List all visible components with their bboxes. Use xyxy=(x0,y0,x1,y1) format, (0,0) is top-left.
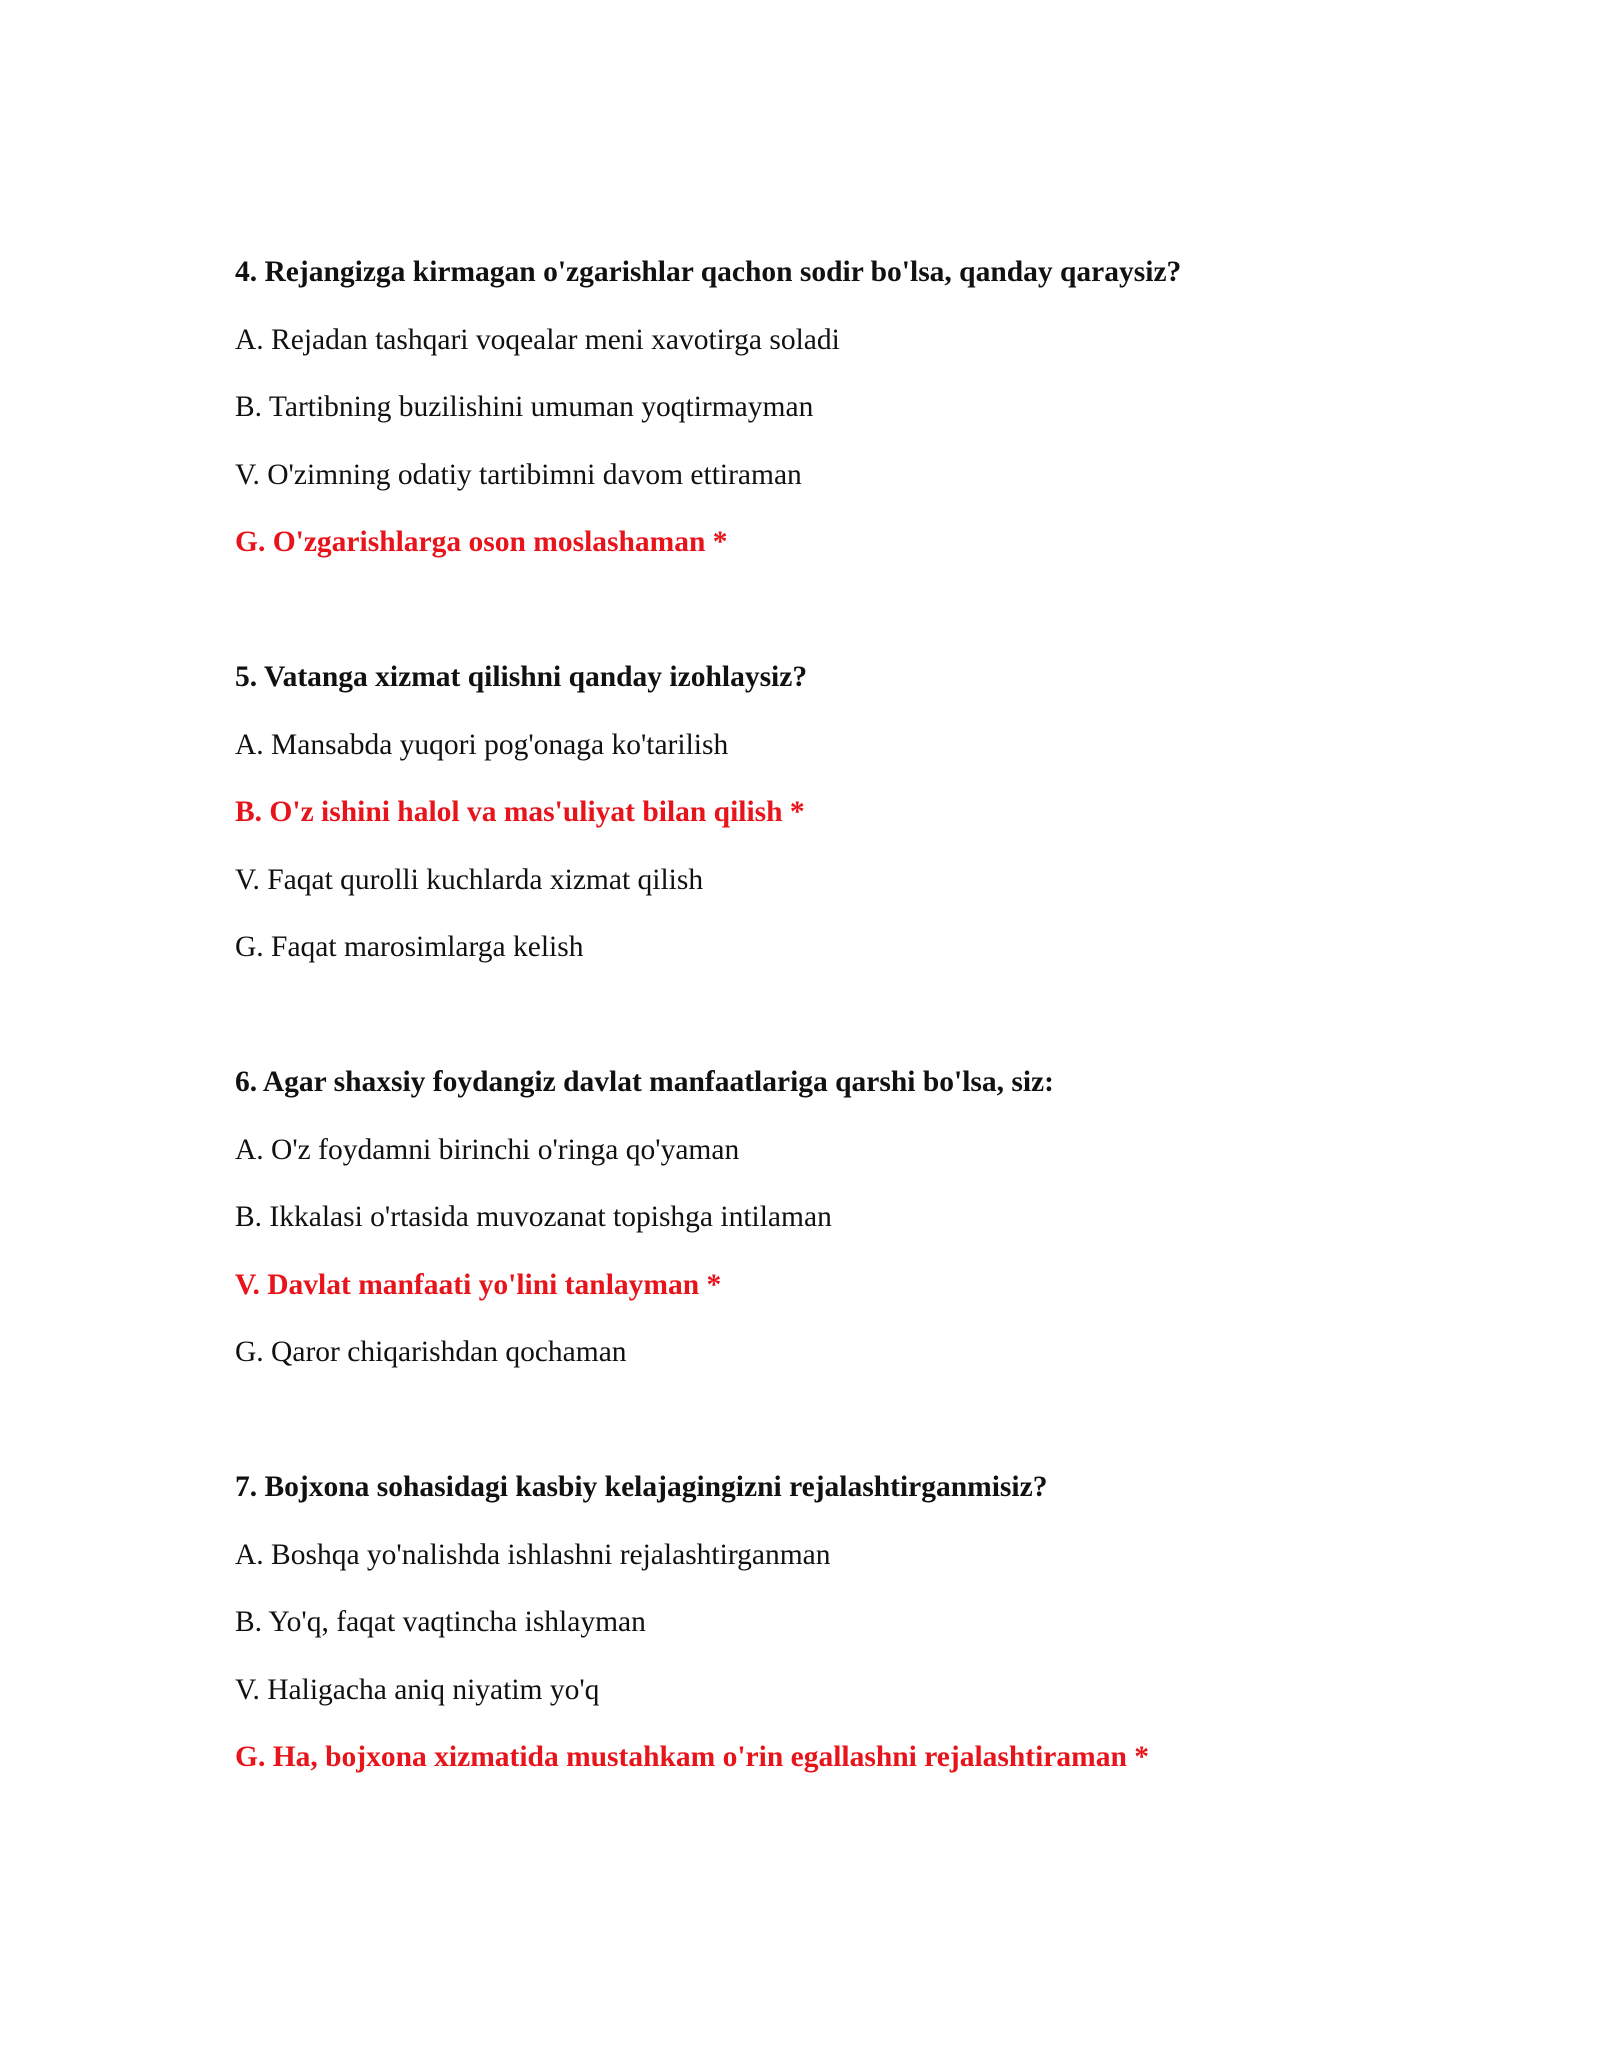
correct-answer-option-b: B. O'z ishini halol va mas'uliyat bilan qilish * xyxy=(235,796,805,828)
question-block-7 xyxy=(235,1467,1435,1805)
question-title: 4. Rejangizga kirmagan o'zgarishlar qachon sodir bo'lsa, qanday qaraysiz? xyxy=(235,256,1182,288)
question-block-4 xyxy=(235,252,1435,590)
answer-option-b: B. Yo'q, faqat vaqtincha ishlayman xyxy=(235,1606,646,1638)
answer-option-v: V. Faqat qurolli kuchlarda xizmat qilish xyxy=(235,863,704,896)
answer-option-a: A. Mansabda yuqori pog'onaga ko'tarilish xyxy=(235,728,729,761)
answer-option-b: B. Tartibning buzilishini umuman yoqtirmayman xyxy=(235,391,814,423)
answer-option-g: G. Faqat marosimlarga kelish xyxy=(235,931,584,963)
question-title: 5. Vatanga xizmat qilishni qanday izohlaysiz? xyxy=(235,661,808,693)
question-block-5 xyxy=(235,657,1435,995)
answer-option-a: A. O'z foydamni birinchi o'ringa qo'yaman xyxy=(235,1133,740,1166)
answer-option-g: G. Qaror chiqarishdan qochaman xyxy=(235,1336,627,1368)
answer-option-a: A. Rejadan tashqari voqealar meni xavotirga soladi xyxy=(235,323,840,356)
answer-option-v: V. Haligacha aniq niyatim yo'q xyxy=(235,1673,600,1706)
question-block-6 xyxy=(235,1062,1435,1400)
correct-answer-option-g: G. Ha, bojxona xizmatida mustahkam o'rin egallashni rejalashtiraman * xyxy=(235,1741,1150,1773)
answer-option-b: B. Ikkalasi o'rtasida muvozanat topishga intilaman xyxy=(235,1201,832,1233)
correct-answer-option-g: G. O'zgarishlarga oson moslashaman * xyxy=(235,526,728,558)
answer-option-a: A. Boshqa yo'nalishda ishlashni rejalashtirganman xyxy=(235,1538,831,1571)
question-title: 7. Bojxona sohasidagi kasbiy kelajagingizni rejalashtirganmisiz? xyxy=(235,1471,1048,1503)
answer-option-v: V. O'zimning odatiy tartibimni davom ettiraman xyxy=(235,458,802,491)
question-title: 6. Agar shaxsiy foydangiz davlat manfaatlariga qarshi bo'lsa, siz: xyxy=(235,1066,1054,1098)
correct-answer-option-v: V. Davlat manfaati yo'lini tanlayman * xyxy=(235,1268,722,1301)
